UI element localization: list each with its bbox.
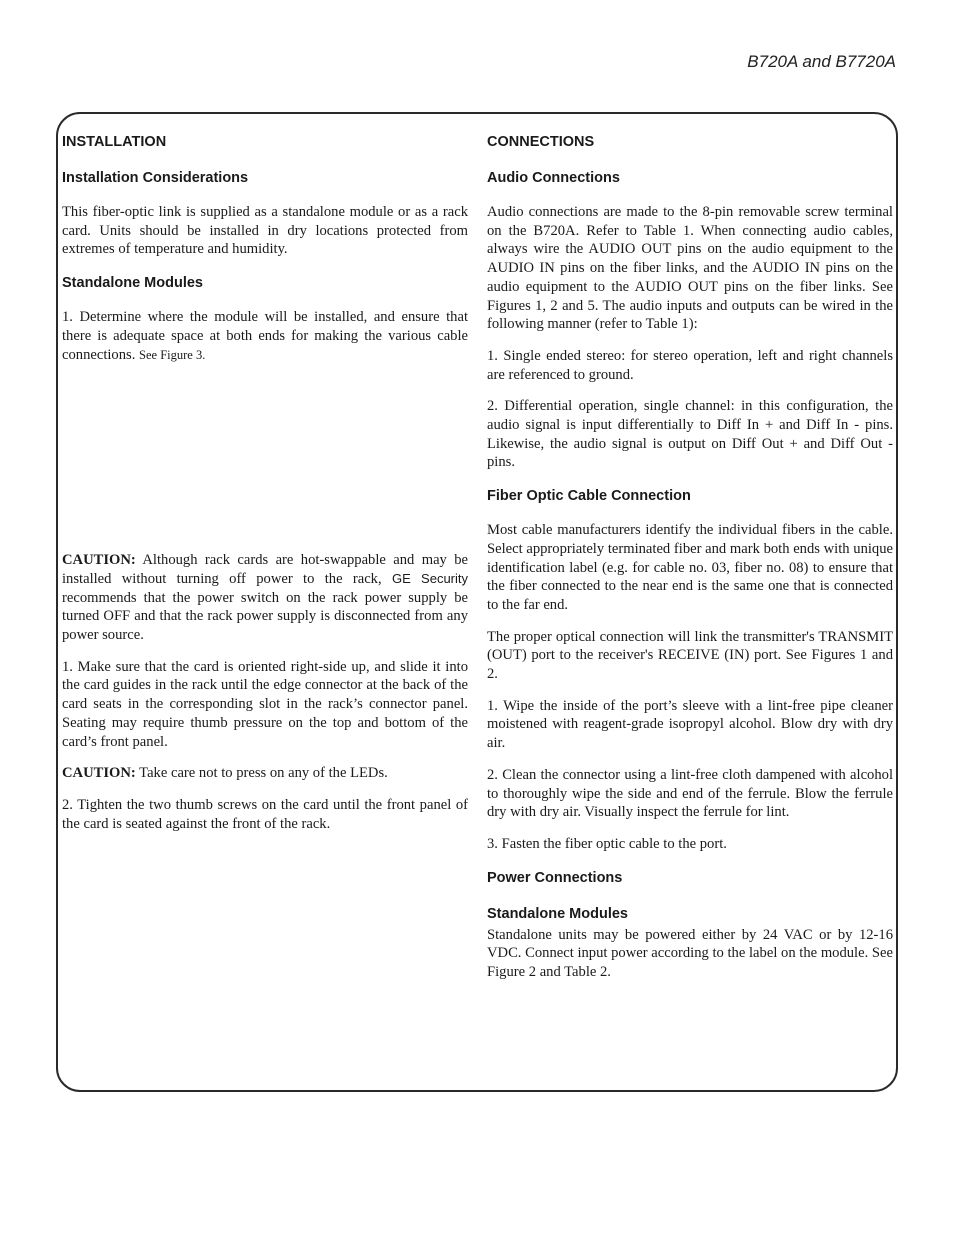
caution-leds-text: Take care not to press on any of the LEDs. [139,765,388,782]
standalone-step-1: 1. Determine where the module will be installed, and ensure that there is adequate space at both ends for making the various cable connections. [62,309,468,363]
audio-step-2: 2. Differential operation, single channel: in this configuration, the audio signal is input differentially to Diff In + and Diff In - pins. Likewise, the audio signal is output on Diff Out + and Diff Out - pins. [487,398,893,471]
audio-connections-heading: Audio Connections [487,170,620,186]
caution-label: CAUTION: [62,552,136,569]
rack-card-step-2: 2. Tighten the two thumb screws on the card until the front panel of the card is seated against the front of the rack. [62,796,468,832]
blank-space [62,364,468,538]
power-standalone-heading: Standalone Modules [487,905,628,922]
brand-name: GE Security [391,570,468,586]
left-column [62,130,468,833]
installation-considerations-heading: Installation Considerations [62,170,249,186]
document-title: B720A and B7720A [747,52,896,71]
fiber-optic-step-1: 1. Wipe the inside of the port’s sleeve with a lint-free pipe cleaner moistened with reagent-grade isopropyl alcohol. Blow dry with dry air. [487,697,893,752]
power-standalone-text: Standalone units may be powered either by 24 VAC or by 12-16 VDC. Connect input power according to the label on the module. See Figure 2 and Table 2. [487,926,893,981]
standalone-modules-heading: Standalone Modules [62,275,203,292]
installation-considerations-text: This fiber-optic link is supplied as a standalone module or as a rack card. Units should be installed in dry locations protected from extremes of temperature and humidity. [62,204,468,258]
right-column [487,130,893,982]
caution-label: CAUTION: [62,765,136,782]
power-connections-heading: Power Connections [487,869,623,886]
fiber-optic-step-2: 2. Clean the connector using a lint-free cloth dampened with alcohol to thoroughly wipe the side and end of the ferrule. Blow the ferrule dry with dry air. Visually inspect the ferrule for lint. [487,766,893,821]
caution-leds [62,764,468,783]
figure-reference: See Figure 3. [139,347,206,362]
fiber-optic-step-3: 3. Fasten the fiber optic cable to the port. [487,835,727,852]
fiber-optic-text-2: The proper optical connection will link the transmitter's TRANSMIT (OUT) port to the receiver's RECEIVE (IN) port. See Figures 1 and 2. [487,628,893,683]
caution-text-a: Although rack cards are hot-swappable and may be installed without turning off power to the rack, [62,552,469,587]
caution-text-b: recommends that the power switch on the rack power supply be turned OFF and that the rack power supply is disconnected from any power source. [62,589,468,644]
audio-connections-text: Audio connections are made to the 8-pin removable screw terminal on the B720A. Refer to Table 1. When connecting audio cables, always wire the AUDIO OUT pins on the audio equipment to the AUDIO IN pins on the fiber links, and the AUDIO IN pins on the audio equipment to the AUDIO OUT pins on the fiber links. See Figures 1, 2 and 5. The audio inputs and outputs can be wired in the following manner (refer to Table 1): [487,204,893,333]
installation-heading: INSTALLATION [62,134,167,150]
fiber-optic-heading: Fiber Optic Cable Connection [487,488,691,505]
rack-card-step-1: 1. Make sure that the card is oriented right-side up, and slide it into the card guides in the rack until the edge connector at the back of the card seats in the corresponding slot in the rack’s connector panel. Seating may require thumb pressure on the top and bottom of the card’s front panel. [62,658,468,750]
caution-rack-power [62,551,468,645]
fiber-optic-text-1: Most cable manufacturers identify the individual fibers in the cable. Select appropriately terminated fiber and mark both ends with unique identification label (e.g. for cable no. 03, fiber no. 08) to ensure that the fiber connected to the near end is the same one that is connected to the far end. [487,522,893,613]
standalone-modules-text [62,308,468,364]
audio-step-1: 1. Single ended stereo: for stereo operation, left and right channels are referenced to ground. [487,347,893,383]
connections-heading: CONNECTIONS [487,134,595,150]
